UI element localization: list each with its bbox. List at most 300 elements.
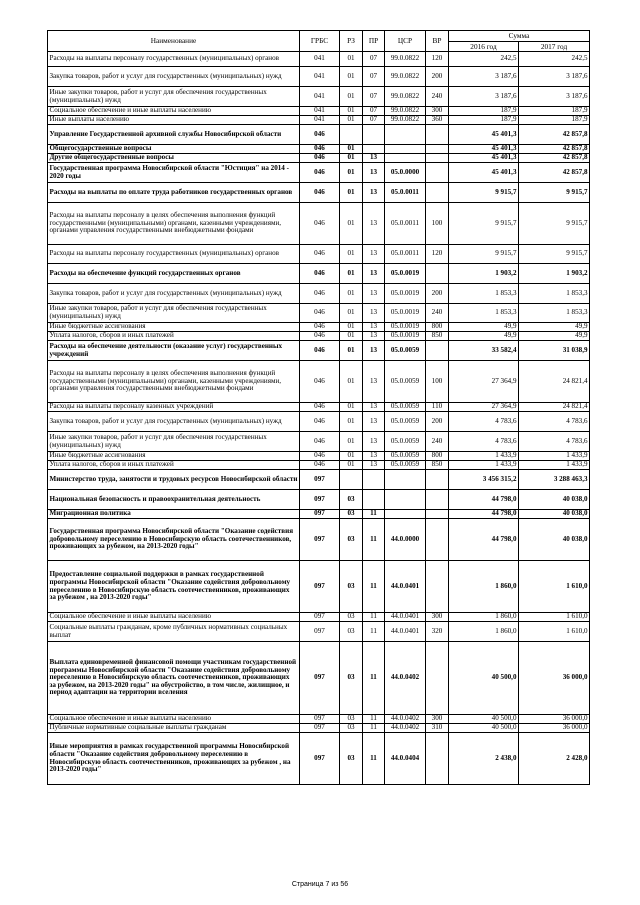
cell-sum-2017: 187,9 (519, 116, 590, 125)
cell-grbs: 097 (300, 561, 340, 613)
cell-sum-2016: 4 783,6 (449, 432, 519, 452)
cell-name: Закупка товаров, работ и услуг для государственных (муниципальных) нужд (48, 412, 300, 432)
cell-pr: 11 (363, 642, 385, 715)
cell-grbs: 046 (300, 432, 340, 452)
cell-csr: 44.0.0404 (385, 733, 426, 785)
table-row (48, 452, 590, 461)
cell-grbs: 046 (300, 461, 340, 470)
cell-grbs: 046 (300, 183, 340, 203)
table-row (48, 145, 590, 154)
cell-sum-2017: 9 915,7 (519, 203, 590, 245)
cell-pr (363, 490, 385, 510)
cell-sum-2016: 1 860,0 (449, 613, 519, 622)
cell-vr: 200 (426, 412, 449, 432)
cell-name: Иные закупки товаров, работ и услуг для обеспечения государственных (муниципальных) нужд (48, 87, 300, 107)
cell-pr: 13 (363, 245, 385, 264)
cell-sum-2017: 2 428,0 (519, 733, 590, 785)
cell-rz: 01 (340, 412, 363, 432)
cell-vr: 300 (426, 715, 449, 724)
cell-sum-2017: 1 903,2 (519, 264, 590, 284)
cell-name: Уплата налогов, сборов и иных платежей (48, 332, 300, 341)
cell-pr: 11 (363, 519, 385, 561)
cell-vr (426, 733, 449, 785)
cell-sum-2017: 42 857,8 (519, 163, 590, 183)
cell-grbs: 046 (300, 323, 340, 332)
cell-rz: 03 (340, 613, 363, 622)
cell-sum-2017: 1 610,0 (519, 622, 590, 642)
cell-sum-2016: 44 798,0 (449, 519, 519, 561)
cell-vr: 100 (426, 203, 449, 245)
cell-name: Миграционная политика (48, 510, 300, 519)
cell-csr: 44.0.0000 (385, 519, 426, 561)
table-row (48, 490, 590, 510)
cell-pr: 13 (363, 403, 385, 412)
cell-rz: 03 (340, 715, 363, 724)
cell-csr: 05.0.0059 (385, 341, 426, 361)
cell-pr: 11 (363, 733, 385, 785)
cell-csr: 05.0.0059 (385, 412, 426, 432)
cell-csr (385, 510, 426, 519)
cell-name: Социальные выплаты гражданам, кроме публичных нормативных социальных выплат (48, 622, 300, 642)
cell-vr: 120 (426, 245, 449, 264)
cell-rz: 01 (340, 203, 363, 245)
cell-grbs: 046 (300, 154, 340, 163)
cell-grbs: 041 (300, 67, 340, 87)
cell-pr: 13 (363, 452, 385, 461)
cell-sum-2016: 187,9 (449, 116, 519, 125)
cell-vr (426, 264, 449, 284)
cell-csr (385, 490, 426, 510)
cell-rz: 03 (340, 510, 363, 519)
cell-pr (363, 145, 385, 154)
cell-rz: 01 (340, 154, 363, 163)
cell-rz: 01 (340, 341, 363, 361)
cell-vr (426, 519, 449, 561)
cell-rz (340, 125, 363, 145)
cell-grbs: 097 (300, 519, 340, 561)
cell-sum-2017: 42 857,8 (519, 154, 590, 163)
cell-sum-2017: 36 000,0 (519, 642, 590, 715)
cell-name: Расходы на обеспечение функций государственных органов (48, 264, 300, 284)
cell-name: Иные выплаты населению (48, 116, 300, 125)
cell-sum-2016: 44 798,0 (449, 510, 519, 519)
cell-name: Государственная программа Новосибирской области "Юстиция" на 2014 - 2020 годы (48, 163, 300, 183)
cell-vr (426, 163, 449, 183)
table-row (48, 733, 590, 785)
table-row (48, 183, 590, 203)
cell-sum-2017: 1 433,9 (519, 461, 590, 470)
cell-rz: 01 (340, 432, 363, 452)
cell-grbs: 046 (300, 361, 340, 403)
cell-sum-2017: 187,9 (519, 107, 590, 116)
cell-sum-2017: 40 038,0 (519, 490, 590, 510)
budget-table (47, 30, 590, 785)
cell-rz: 03 (340, 622, 363, 642)
cell-grbs: 046 (300, 145, 340, 154)
cell-sum-2016: 40 500,0 (449, 715, 519, 724)
table-row (48, 323, 590, 332)
cell-sum-2016: 9 915,7 (449, 183, 519, 203)
cell-rz: 01 (340, 163, 363, 183)
cell-rz: 01 (340, 183, 363, 203)
cell-csr (385, 145, 426, 154)
cell-name: Управление Государственной архивной службы Новосибирской области (48, 125, 300, 145)
cell-pr: 13 (363, 323, 385, 332)
cell-grbs: 046 (300, 284, 340, 304)
cell-grbs: 046 (300, 304, 340, 323)
cell-pr: 13 (363, 203, 385, 245)
cell-name: Национальная безопасность и правоохранительная деятельность (48, 490, 300, 510)
cell-grbs: 097 (300, 715, 340, 724)
cell-sum-2017: 4 783,6 (519, 432, 590, 452)
cell-pr: 07 (363, 87, 385, 107)
cell-vr: 360 (426, 116, 449, 125)
cell-rz: 01 (340, 87, 363, 107)
cell-name: Социальное обеспечение и иные выплаты населению (48, 107, 300, 116)
cell-sum-2016: 1 903,2 (449, 264, 519, 284)
cell-rz: 01 (340, 264, 363, 284)
cell-rz: 01 (340, 145, 363, 154)
cell-name: Публичные нормативные социальные выплаты гражданам (48, 724, 300, 733)
cell-sum-2017: 3 288 463,3 (519, 470, 590, 490)
cell-sum-2017: 40 038,0 (519, 519, 590, 561)
cell-sum-2017: 1 433,9 (519, 452, 590, 461)
cell-rz: 01 (340, 116, 363, 125)
cell-grbs: 097 (300, 622, 340, 642)
cell-vr: 300 (426, 107, 449, 116)
cell-sum-2017: 9 915,7 (519, 183, 590, 203)
cell-vr: 240 (426, 432, 449, 452)
cell-grbs: 046 (300, 203, 340, 245)
cell-vr (426, 470, 449, 490)
table-row (48, 715, 590, 724)
cell-csr: 05.0.0000 (385, 163, 426, 183)
cell-csr: 05.0.0059 (385, 452, 426, 461)
cell-name: Выплата единовременной финансовой помощи участникам государственной программы Новосибирской области "Оказание содействия добровольному переселению в Новосибирскую область соотечественников, проживающих за рубежом, на 2013-2020 годы" на обустройство, в том числе, жилищное, и период адаптации на территории вселения (48, 642, 300, 715)
cell-grbs: 046 (300, 403, 340, 412)
cell-rz: 03 (340, 733, 363, 785)
cell-csr: 44.0.0402 (385, 724, 426, 733)
cell-vr: 800 (426, 452, 449, 461)
cell-rz: 01 (340, 304, 363, 323)
cell-vr: 850 (426, 461, 449, 470)
cell-grbs: 097 (300, 490, 340, 510)
cell-csr: 05.0.0059 (385, 361, 426, 403)
cell-name: Общегосударственные вопросы (48, 145, 300, 154)
cell-sum-2016: 2 438,0 (449, 733, 519, 785)
table-row (48, 519, 590, 561)
cell-name: Предоставление социальной поддержки в рамках государственной программы Новосибирской области "Оказание содействия добровольному переселению в Новосибирскую область соотечественников, проживающих за рубежом , на 2013-2020 годы" (48, 561, 300, 613)
table-row (48, 203, 590, 245)
cell-sum-2017: 242,5 (519, 52, 590, 67)
table-row (48, 432, 590, 452)
cell-pr: 13 (363, 183, 385, 203)
cell-vr (426, 510, 449, 519)
cell-sum-2016: 9 915,7 (449, 203, 519, 245)
table-row (48, 67, 590, 87)
cell-pr: 13 (363, 361, 385, 403)
cell-pr: 13 (363, 461, 385, 470)
cell-pr: 13 (363, 264, 385, 284)
cell-vr: 310 (426, 724, 449, 733)
cell-rz: 03 (340, 490, 363, 510)
cell-grbs: 046 (300, 125, 340, 145)
cell-sum-2016: 1 433,9 (449, 461, 519, 470)
cell-sum-2016: 45 401,3 (449, 154, 519, 163)
cell-vr: 850 (426, 332, 449, 341)
page-footer: Страница 7 из 56 (291, 881, 349, 888)
table-header-row (48, 31, 590, 42)
cell-csr: 99.0.0822 (385, 52, 426, 67)
table-row (48, 561, 590, 613)
cell-sum-2017: 42 857,8 (519, 145, 590, 154)
cell-pr: 11 (363, 715, 385, 724)
cell-name: Иные бюджетные ассигнования (48, 452, 300, 461)
cell-csr: 05.0.0019 (385, 304, 426, 323)
cell-csr: 05.0.0059 (385, 432, 426, 452)
cell-sum-2017: 3 187,6 (519, 87, 590, 107)
cell-grbs: 097 (300, 642, 340, 715)
cell-sum-2017: 24 821,4 (519, 361, 590, 403)
cell-pr: 11 (363, 613, 385, 622)
table-row (48, 642, 590, 715)
cell-csr: 44.0.0401 (385, 561, 426, 613)
cell-sum-2016: 3 187,6 (449, 67, 519, 87)
cell-grbs: 097 (300, 733, 340, 785)
cell-name: Расходы на обеспечение деятельности (оказание услуг) государственных учреждений (48, 341, 300, 361)
cell-rz: 03 (340, 724, 363, 733)
cell-csr: 05.0.0011 (385, 183, 426, 203)
cell-grbs: 097 (300, 724, 340, 733)
cell-pr: 11 (363, 724, 385, 733)
cell-rz: 01 (340, 284, 363, 304)
header-sum: Сумма (449, 31, 590, 42)
table-row (48, 154, 590, 163)
cell-sum-2017: 49,9 (519, 332, 590, 341)
cell-pr: 11 (363, 510, 385, 519)
cell-pr: 07 (363, 52, 385, 67)
cell-csr: 05.0.0011 (385, 245, 426, 264)
cell-sum-2016: 40 500,0 (449, 724, 519, 733)
table-row (48, 264, 590, 284)
cell-grbs: 046 (300, 163, 340, 183)
cell-sum-2017: 31 038,9 (519, 341, 590, 361)
table-row (48, 245, 590, 264)
cell-csr: 99.0.0822 (385, 107, 426, 116)
cell-name: Иные мероприятия в рамках государственной программы Новосибирской области "Оказание содействия добровольному переселению в Новосибирскую область соотечественников, проживающих за рубежом , на 2013-2020 годы" (48, 733, 300, 785)
header-year-2016: 2016 год (449, 42, 519, 52)
cell-grbs: 046 (300, 341, 340, 361)
cell-grbs: 046 (300, 264, 340, 284)
cell-csr: 99.0.0822 (385, 87, 426, 107)
cell-sum-2016: 49,9 (449, 323, 519, 332)
cell-vr: 200 (426, 284, 449, 304)
cell-grbs: 097 (300, 470, 340, 490)
cell-name: Уплата налогов, сборов и иных платежей (48, 461, 300, 470)
table-row (48, 341, 590, 361)
cell-vr: 240 (426, 87, 449, 107)
cell-name: Расходы на выплаты по оплате труда работников государственных органов (48, 183, 300, 203)
cell-rz: 01 (340, 67, 363, 87)
cell-csr: 99.0.0822 (385, 116, 426, 125)
cell-sum-2016: 49,9 (449, 332, 519, 341)
header-name: Наименование (48, 31, 300, 52)
cell-vr (426, 341, 449, 361)
cell-vr (426, 145, 449, 154)
cell-pr: 13 (363, 432, 385, 452)
cell-sum-2016: 27 364,9 (449, 361, 519, 403)
cell-pr: 07 (363, 116, 385, 125)
cell-vr (426, 183, 449, 203)
cell-pr: 13 (363, 341, 385, 361)
table-row (48, 107, 590, 116)
cell-pr (363, 470, 385, 490)
cell-vr: 100 (426, 361, 449, 403)
cell-sum-2016: 187,9 (449, 107, 519, 116)
cell-sum-2016: 27 364,9 (449, 403, 519, 412)
cell-name: Государственная программа Новосибирской области "Оказание содействия добровольному переселению в Новосибирскую область соотечественников, проживающих за рубежом, на 2013-2020 годы" (48, 519, 300, 561)
table-row (48, 622, 590, 642)
cell-rz: 01 (340, 52, 363, 67)
cell-rz: 03 (340, 642, 363, 715)
table-row (48, 724, 590, 733)
cell-sum-2016: 4 783,6 (449, 412, 519, 432)
table-row (48, 461, 590, 470)
cell-sum-2017: 42 857,8 (519, 125, 590, 145)
table-row (48, 87, 590, 107)
cell-sum-2016: 1 433,9 (449, 452, 519, 461)
table-row (48, 52, 590, 67)
cell-name: Расходы на выплаты персоналу в целях обеспечения выполнения функций государственными (муниципальными) органами, казенными учреждениями, органами управления государственными внебюджетными фондами (48, 203, 300, 245)
cell-sum-2016: 33 582,4 (449, 341, 519, 361)
table-row (48, 403, 590, 412)
cell-csr (385, 154, 426, 163)
cell-csr: 05.0.0059 (385, 461, 426, 470)
cell-csr (385, 470, 426, 490)
cell-sum-2016: 45 401,3 (449, 125, 519, 145)
cell-pr: 07 (363, 107, 385, 116)
cell-vr: 300 (426, 613, 449, 622)
cell-sum-2016: 3 187,6 (449, 87, 519, 107)
cell-csr (385, 125, 426, 145)
cell-sum-2016: 9 915,7 (449, 245, 519, 264)
cell-sum-2017: 1 610,0 (519, 561, 590, 613)
cell-sum-2017: 24 821,4 (519, 403, 590, 412)
header-csr: ЦСР (385, 31, 426, 52)
cell-grbs: 097 (300, 510, 340, 519)
cell-pr (363, 125, 385, 145)
cell-name: Иные закупки товаров, работ и услуг для обеспечения государственных (муниципальных) нужд (48, 432, 300, 452)
cell-name: Министерство труда, занятости и трудовых ресурсов Новосибирской области (48, 470, 300, 490)
table-row (48, 163, 590, 183)
cell-name: Социальное обеспечение и иные выплаты населению (48, 715, 300, 724)
cell-sum-2017: 3 187,6 (519, 67, 590, 87)
cell-csr: 05.0.0019 (385, 332, 426, 341)
cell-sum-2016: 45 401,3 (449, 145, 519, 154)
cell-grbs: 041 (300, 87, 340, 107)
table-row (48, 361, 590, 403)
cell-vr: 800 (426, 323, 449, 332)
cell-pr: 13 (363, 154, 385, 163)
cell-name: Иные закупки товаров, работ и услуг для обеспечения государственных (муниципальных) нужд (48, 304, 300, 323)
cell-vr: 320 (426, 622, 449, 642)
cell-pr: 11 (363, 622, 385, 642)
cell-csr: 44.0.0402 (385, 715, 426, 724)
cell-vr (426, 125, 449, 145)
cell-grbs: 046 (300, 332, 340, 341)
cell-grbs: 041 (300, 107, 340, 116)
cell-vr (426, 561, 449, 613)
table-row (48, 332, 590, 341)
cell-name: Другие общегосударственные вопросы (48, 154, 300, 163)
header-vr: ВР (426, 31, 449, 52)
cell-vr (426, 490, 449, 510)
cell-name: Иные бюджетные ассигнования (48, 323, 300, 332)
table-row (48, 116, 590, 125)
cell-pr: 13 (363, 163, 385, 183)
cell-rz: 01 (340, 323, 363, 332)
cell-vr: 120 (426, 52, 449, 67)
cell-grbs: 097 (300, 613, 340, 622)
table-row (48, 284, 590, 304)
cell-sum-2017: 1 853,3 (519, 284, 590, 304)
cell-rz: 01 (340, 461, 363, 470)
cell-vr: 240 (426, 304, 449, 323)
cell-name: Расходы на выплаты персоналу казенных учреждений (48, 403, 300, 412)
cell-sum-2017: 36 000,0 (519, 724, 590, 733)
cell-name: Расходы на выплаты персоналу в целях обеспечения выполнения функций государственными (муниципальными) органами, казенными учреждениями, органами управления государственными внебюджетными фондами (48, 361, 300, 403)
cell-rz: 01 (340, 403, 363, 412)
budget-sheet (47, 30, 589, 785)
cell-grbs: 046 (300, 412, 340, 432)
cell-grbs: 046 (300, 452, 340, 461)
cell-vr (426, 642, 449, 715)
cell-name: Социальное обеспечение и иные выплаты населению (48, 613, 300, 622)
cell-name: Закупка товаров, работ и услуг для государственных (муниципальных) нужд (48, 284, 300, 304)
cell-grbs: 041 (300, 116, 340, 125)
cell-name: Расходы на выплаты персоналу государственных (муниципальных) органов (48, 245, 300, 264)
table-row (48, 304, 590, 323)
cell-pr: 13 (363, 412, 385, 432)
header-year-2017: 2017 год (519, 42, 590, 52)
cell-csr: 05.0.0059 (385, 403, 426, 412)
cell-csr: 99.0.0822 (385, 67, 426, 87)
cell-rz: 01 (340, 107, 363, 116)
cell-sum-2016: 1 860,0 (449, 622, 519, 642)
cell-sum-2017: 9 915,7 (519, 245, 590, 264)
cell-csr: 44.0.0401 (385, 613, 426, 622)
cell-sum-2017: 40 038,0 (519, 510, 590, 519)
header-grbs: ГРБС (300, 31, 340, 52)
cell-pr: 07 (363, 67, 385, 87)
cell-sum-2016: 40 500,0 (449, 642, 519, 715)
cell-rz: 01 (340, 245, 363, 264)
cell-csr: 05.0.0019 (385, 323, 426, 332)
cell-csr: 05.0.0019 (385, 264, 426, 284)
cell-sum-2017: 4 783,6 (519, 412, 590, 432)
cell-pr: 13 (363, 332, 385, 341)
cell-name: Расходы на выплаты персоналу государственных (муниципальных) органов (48, 52, 300, 67)
cell-sum-2017: 1 853,3 (519, 304, 590, 323)
cell-pr: 11 (363, 561, 385, 613)
cell-rz: 01 (340, 452, 363, 461)
table-row (48, 510, 590, 519)
cell-vr: 200 (426, 67, 449, 87)
cell-pr: 13 (363, 284, 385, 304)
cell-rz (340, 470, 363, 490)
cell-sum-2016: 44 798,0 (449, 490, 519, 510)
cell-sum-2017: 1 610,0 (519, 613, 590, 622)
